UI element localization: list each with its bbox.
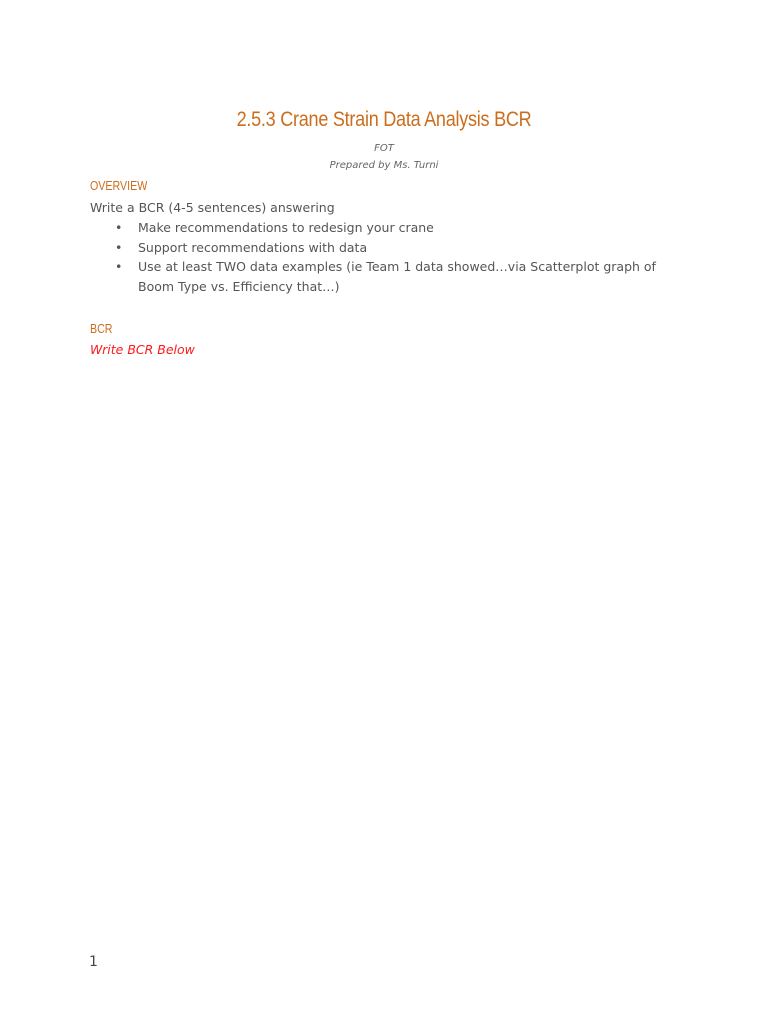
bullet-icon: •: [115, 259, 123, 275]
bullet-icon: •: [115, 239, 123, 255]
list-item: [90, 257, 680, 296]
bullet-text: Support recommendations with data: [138, 239, 368, 255]
list-item: [90, 238, 680, 258]
prepared-by: Prepared by Ms. Turni: [329, 160, 439, 171]
bullet-text: Make recommendations to redesign your crane: [138, 220, 434, 235]
overview-bullet-list: [90, 218, 680, 296]
document-title: 2.5.3 Crane Strain Data Analysis BCR: [236, 108, 532, 131]
document-subtitle: FOT: [374, 143, 394, 154]
page-number: 1: [89, 954, 98, 970]
list-item: [90, 218, 680, 238]
overview-heading: OVERVIEW: [90, 178, 148, 193]
overview-intro: Write a BCR (4-5 sentences) answering: [90, 200, 335, 215]
bullet-text: Use at least TWO data examples (ie Team 1 data showed…via Scatterplot graph of Boom Type vs. Efficiency that…): [138, 259, 656, 294]
bcr-prompt[interactable]: Write BCR Below: [90, 342, 195, 357]
bullet-icon: •: [115, 220, 123, 235]
bcr-heading: BCR: [90, 321, 113, 336]
